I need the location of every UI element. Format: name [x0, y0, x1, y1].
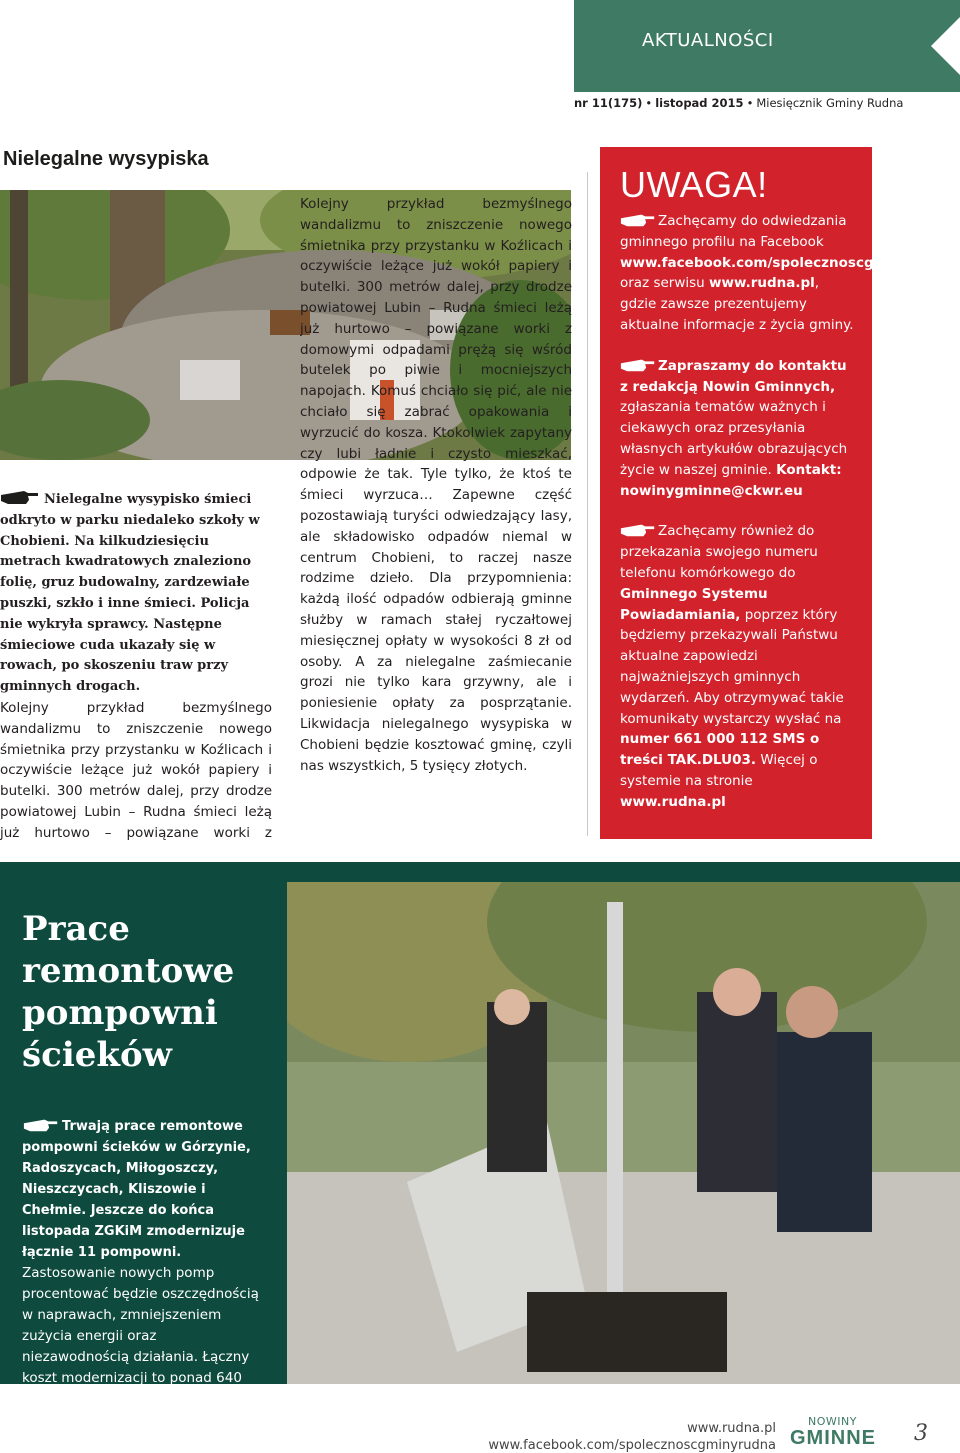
- website-link[interactable]: www.rudna.pl: [620, 793, 726, 810]
- pointing-hand-icon: [22, 1116, 60, 1134]
- pointing-hand-icon: [0, 487, 40, 507]
- footer-links: [488, 1420, 776, 1453]
- article-body-part-1: Kolejny przykład bezmyślnego wandalizmu to zniszczenie nowego śmietnika przy przystanku w Koźlicach i oczywiście leżące już wokół papiery i butelki. 300 metrów dalej, przy drodze powiatowej Lubin – Rudna śmieci leżą już hurtowo – powiązane worki z: [0, 699, 272, 841]
- issue-number: nr 11(175): [574, 96, 643, 110]
- notice-contact: Zapraszamy do kontaktu z redakcją Nowin Gminnych, zgłaszania tematów ważnych i ciekawych oraz przesyłania własnych artykułów obrazujących życie w naszej gminie. Kontakt: nowinygminne@ckwr.eu: [620, 357, 848, 499]
- pointing-hand-icon: [620, 211, 656, 229]
- publication-name: Miesięcznik Gminy Rudna: [756, 96, 904, 110]
- pumping-article-body: Zastosowanie nowych pomp procentować będzie oszczędnością w naprawach, zmniejszeniem zużycia energii oraz niezawodnością działania. Łączny koszt modernizacji to ponad 640 000 zł.: [22, 1265, 259, 1407]
- article-body-part-2: Kolejny przykład bezmyślnego wandalizmu to zniszczenie nowego śmietnika przy przystanku w Koźlicach i oczywiście leżące już wokół papiery i butelki. 300 metrów dalej, przy drodze powiatowej Lubin – Rudna śmieci leżą już hurtowo – powiązane worki z domowymi odpadami prężą się wśród butelek po piwie i mocniejszych napojach. Komuś chciało się pić, ale nie chciało się zabrać opakowania i wyrzucić do kosza. Ktokolwiek zapytany czy lubi ładnie i czysto mieszkać, odpowie że tak. Tyle tylko, że ktoś te śmieci wyrzuca… Zapewne część pozostawiają turyści odwiedzający lasy, ale składowisko odpadów niemal w centrum Chobieni, to raczej nasze rodzime dzieło. Dla przypomnienia: każdą ilość odpadów odbierają gminne służby w ramach stałej ryczałtowej miesięcznej opłaty w wysokości 8 zł od osoby. A za nielegalne zaśmiecanie grozi nie tylko kara grzywny, ale i poniesienie opłaty za posprzątanie. Likwidacja nielegalnego wysypiska w Chobieni będzie kosztować gminę, czyli nas wszystkich, 5 tysięcy złotych.: [300, 196, 572, 774]
- notice-title: UWAGA!: [620, 164, 768, 205]
- column-divider: [587, 172, 588, 836]
- pointing-hand-icon: [620, 521, 656, 539]
- issue-info: nr 11(175) • listopad 2015 • Miesięcznik Gminy Rudna: [574, 96, 904, 110]
- section-header: [574, 0, 960, 92]
- tab-notch: [931, 17, 960, 75]
- notice-facebook: Zachęcamy do odwiedzania gminnego profilu na Facebook www.facebook.com/spolecznoscgminyrudna oraz serwisu www.rudna.pl, gdzie zawsze prezentujemy aktualne informacje z życia gminy.: [620, 213, 956, 333]
- pumping-article-lead: Trwają prace remontowe pompowni ścieków w Górzynie, Radoszycach, Miłogoszczy, Nieszczycach, Kliszowie i Chełmie. Jeszcze do końca listopada ZGKiM zmodernizuje łącznie 11 pompowni.: [22, 1116, 262, 1263]
- article-title: Nielegalne wysypiska: [3, 148, 209, 170]
- pointing-hand-icon: [620, 356, 656, 374]
- pumping-article-title: Prace remontowe pompowni ścieków: [22, 909, 235, 1075]
- article-column-1: [0, 487, 272, 845]
- footer-facebook-link[interactable]: www.facebook.com/spolecznoscgminyrudna: [488, 1438, 776, 1453]
- contact-email[interactable]: Kontakt: nowinygminne@ckwr.eu: [620, 461, 842, 499]
- logo-big-text: GMINNE: [790, 1427, 876, 1449]
- facebook-link[interactable]: www.facebook.com/spolecznoscgminyrudna: [620, 254, 956, 271]
- newspaper-logo: [790, 1415, 880, 1451]
- issue-date: listopad 2015: [655, 96, 744, 110]
- section-title: AKTUALNOŚCI: [642, 30, 774, 51]
- article-lead: Nielegalne wysypisko śmieci odkryto w parku niedaleko szkoły w Chobieni. Na kilkudziesięciu metrach kwadratowych znaleziono folię, gruz budowalny, zardzewiałe puszki, szkło i inne śmieci. Policja nie wykryła sprawcy. Następne śmieciowe cuda ukazały się w rowach, po skoszeniu traw przy gminnych drogach.: [0, 487, 272, 698]
- footer-site-link[interactable]: www.rudna.pl: [687, 1421, 776, 1436]
- notice-sms: Zachęcamy również do przekazania swojego numeru telefonu komórkowego do Gminnego Systemu Powiadamiania, poprzez który będziemy przekazywali Państwu aktualne zapowiedzi najważniejszych gminnych wydarzeń. Aby otrzymywać takie komunikaty wystarczy wysłać na numer 661 000 112 SMS o treści TAK.DLU03. Więcej o systemie na stronie www.rudna.pl: [620, 523, 844, 810]
- page-number: 3: [914, 1421, 928, 1446]
- pumping-station-photo: [287, 882, 960, 1384]
- notice-box: [600, 147, 956, 839]
- logo-small-text: NOWINY: [808, 1415, 857, 1428]
- pumping-article-text: [22, 908, 262, 1410]
- website-link[interactable]: www.rudna.pl: [709, 275, 815, 292]
